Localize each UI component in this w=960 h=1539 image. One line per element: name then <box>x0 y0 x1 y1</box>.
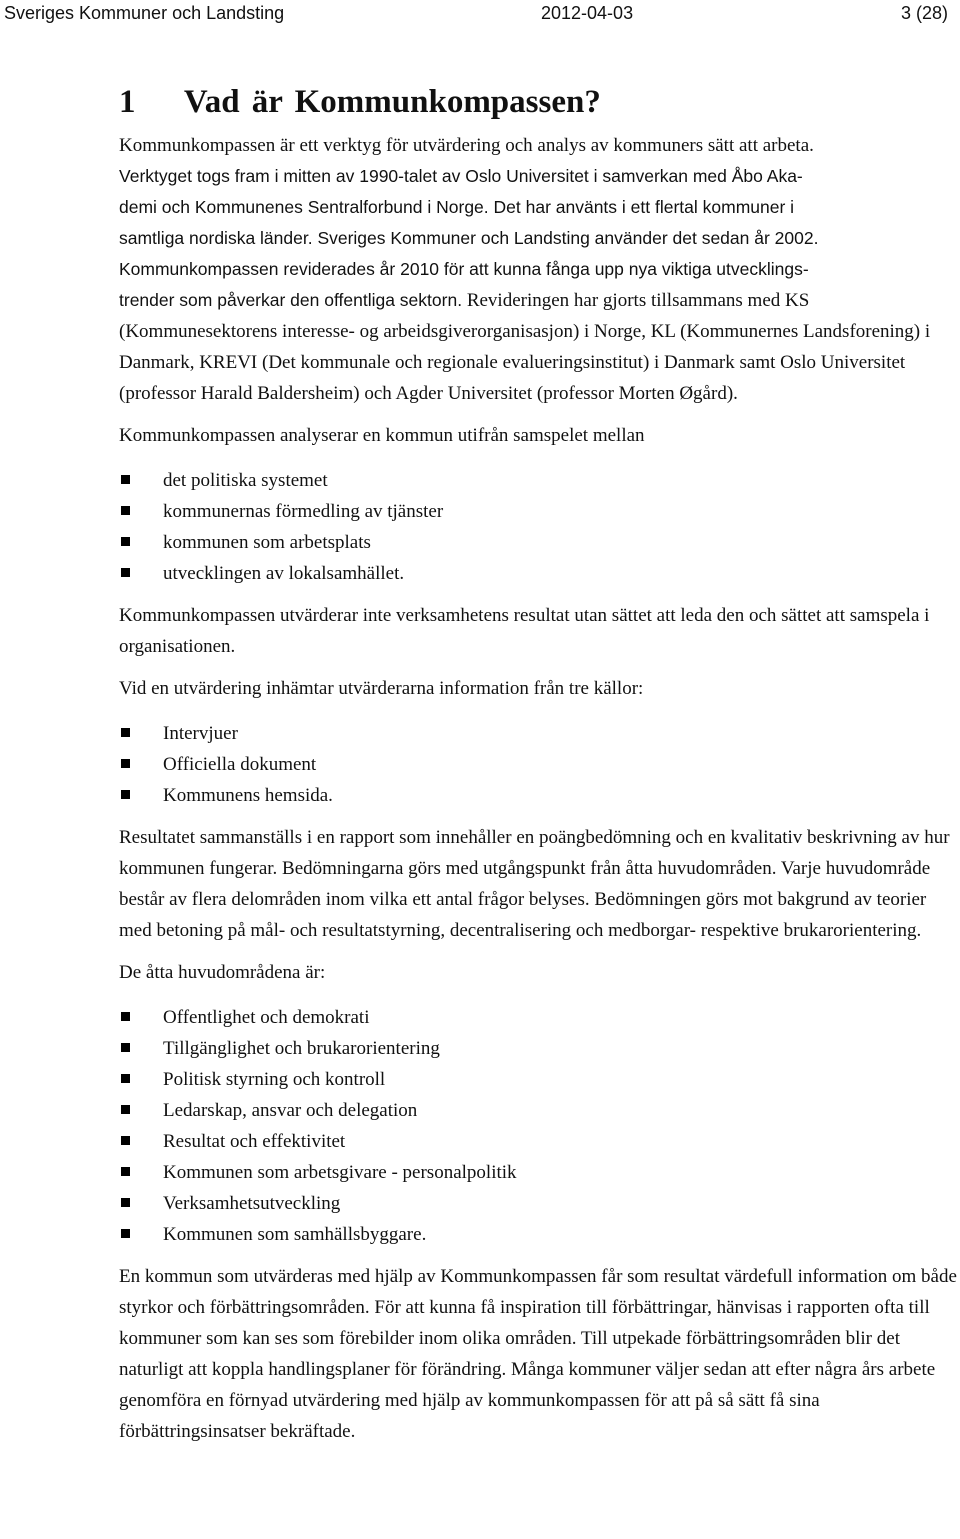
list-item <box>119 1002 959 1033</box>
square-bullet-icon <box>121 790 130 799</box>
list-item-text: kommunernas förmedling av tjänster <box>163 501 444 522</box>
list-item-text: Verksamhetsutveckling <box>163 1193 341 1214</box>
list-item <box>119 1126 959 1157</box>
list-item <box>119 1064 959 1095</box>
square-bullet-icon <box>121 1074 130 1083</box>
square-bullet-icon <box>121 1198 130 1207</box>
list-item <box>119 749 959 780</box>
square-bullet-icon <box>121 1136 130 1145</box>
list-item <box>119 1219 959 1250</box>
list-item <box>119 1095 959 1126</box>
sources-lead: Vid en utvärdering inhämtar utvärderarna information från tre källor: <box>119 678 644 699</box>
result-paragraph: Resultatet sammanställs i en rapport som innehåller en poängbedömning och en kvalitativ beskrivning av hur kommunen fungerar. Bedömningarna görs med utgångspunkt från åtta huvudområden. Varje huvudområde består av flera delområden inom vilka ett antal frågor belyses. Bedömningen görs mot bakgrund av teorier med betoning på mål- och resultatstyrning, decentralisering och medborgar- respektive brukarorientering. <box>119 827 950 941</box>
square-bullet-icon <box>121 728 130 737</box>
sources-list <box>119 718 959 811</box>
list-item <box>119 465 959 496</box>
square-bullet-icon <box>121 1105 130 1114</box>
intro-line-5: Kommunkompassen reviderades år 2010 för att kunna fånga upp nya viktiga utvecklings- <box>119 259 809 279</box>
intro-line-4: samtliga nordiska länder. Sveriges Kommuner och Landsting använder det sedan år 2002. <box>119 228 819 248</box>
list-item <box>119 1157 959 1188</box>
header-date: 2012-04-03 <box>541 3 634 23</box>
list-item-text: Kommunens hemsida. <box>163 785 333 806</box>
header-organization: Sveriges Kommuner och Landsting <box>4 3 285 23</box>
list-item <box>119 558 959 589</box>
square-bullet-icon <box>121 1012 130 1021</box>
list-item-text: Ledarskap, ansvar och delegation <box>163 1100 418 1121</box>
intro-line-1: Kommunkompassen är ett verktyg för utvärdering och analys av kommuners sätt att arbeta. <box>119 135 814 156</box>
list-item <box>119 1033 959 1064</box>
list-item-text: utvecklingen av lokalsamhället. <box>163 563 405 584</box>
list-item <box>119 1188 959 1219</box>
closing-paragraph: En kommun som utvärderas med hjälp av Kommunkompassen får som resultat värdefull information om både styrkor och förbättringsområden. För att kunna få inspiration till förbättringar, hänvisas i rapporten ofta till kommuner som kan ses som förebilder inom olika områden. Till utpekade förbättringsområden blir det naturligt att koppla handlingsplaner för förändring. Många kommuner väljer sedan att efter några års arbete genomföra en förnyad utvärdering med hjälp av kommunkompassen för att på så sätt få sina förbättringsinsatser bekräftade. <box>119 1266 957 1442</box>
square-bullet-icon <box>121 1229 130 1238</box>
square-bullet-icon <box>121 568 130 577</box>
list-item-text: Intervjuer <box>163 723 238 744</box>
list-item <box>119 496 959 527</box>
areas-list <box>119 1002 959 1250</box>
square-bullet-icon <box>121 506 130 515</box>
list-item-text: Tillgänglighet och brukarorientering <box>163 1038 440 1059</box>
evaluates-paragraph: Kommunkompassen utvärderar inte verksamhetens resultat utan sättet att leda den och sättet att samspela i organisationen. <box>119 605 930 657</box>
square-bullet-icon <box>121 1167 130 1176</box>
analysis-lead: Kommunkompassen analyserar en kommun utifrån samspelet mellan <box>119 425 645 446</box>
section-title: 1 Vad är Kommunkompassen? <box>119 84 601 120</box>
areas-lead: De åtta huvudområdena är: <box>119 962 326 983</box>
analysis-list <box>119 465 959 589</box>
list-item <box>119 527 959 558</box>
list-item-text: Officiella dokument <box>163 754 317 775</box>
intro-line-6: trender som påverkar den offentliga sektorn. <box>119 290 463 310</box>
list-item-text: Resultat och effektivitet <box>163 1131 346 1152</box>
list-item-text: Politisk styrning och kontroll <box>163 1069 386 1090</box>
intro-line-3: demi och Kommunenes Sentralforbund i Norge. Det har använts i ett flertal kommuner i <box>119 197 795 217</box>
square-bullet-icon <box>121 475 130 484</box>
header-page-number: 3 (28) <box>900 3 948 23</box>
square-bullet-icon <box>121 537 130 546</box>
list-item-text: Offentlighet och demokrati <box>163 1007 370 1028</box>
page-header <box>0 0 960 30</box>
list-item-text: Kommunen som arbetsgivare - personalpolitik <box>163 1162 517 1183</box>
list-item-text: Kommunen som samhällsbyggare. <box>163 1224 427 1245</box>
intro-revision-text: Revideringen har gjorts tillsammans med KS (Kommunesektorens interesse- og arbeidsgiverorganisasjon) i Norge, KL (Kommunernes Landsforening) i Danmark, KREVI (Det kommunale och regionale evalueringsinstitut) i Danmark samt Oslo Universitet (professor Harald Baldersheim) och Agder Universitet (professor Morten Øgård). <box>119 290 931 404</box>
list-item <box>119 780 959 811</box>
square-bullet-icon <box>121 1043 130 1052</box>
document-body <box>119 80 959 1458</box>
square-bullet-icon <box>121 759 130 768</box>
list-item-text: det politiska systemet <box>163 470 328 491</box>
list-item-text: kommunen som arbetsplats <box>163 532 371 553</box>
intro-paragraph <box>119 130 959 409</box>
list-item <box>119 718 959 749</box>
intro-line-2: Verktyget togs fram i mitten av 1990-talet av Oslo Universitet i samverkan med Åbo Aka- <box>119 166 803 186</box>
